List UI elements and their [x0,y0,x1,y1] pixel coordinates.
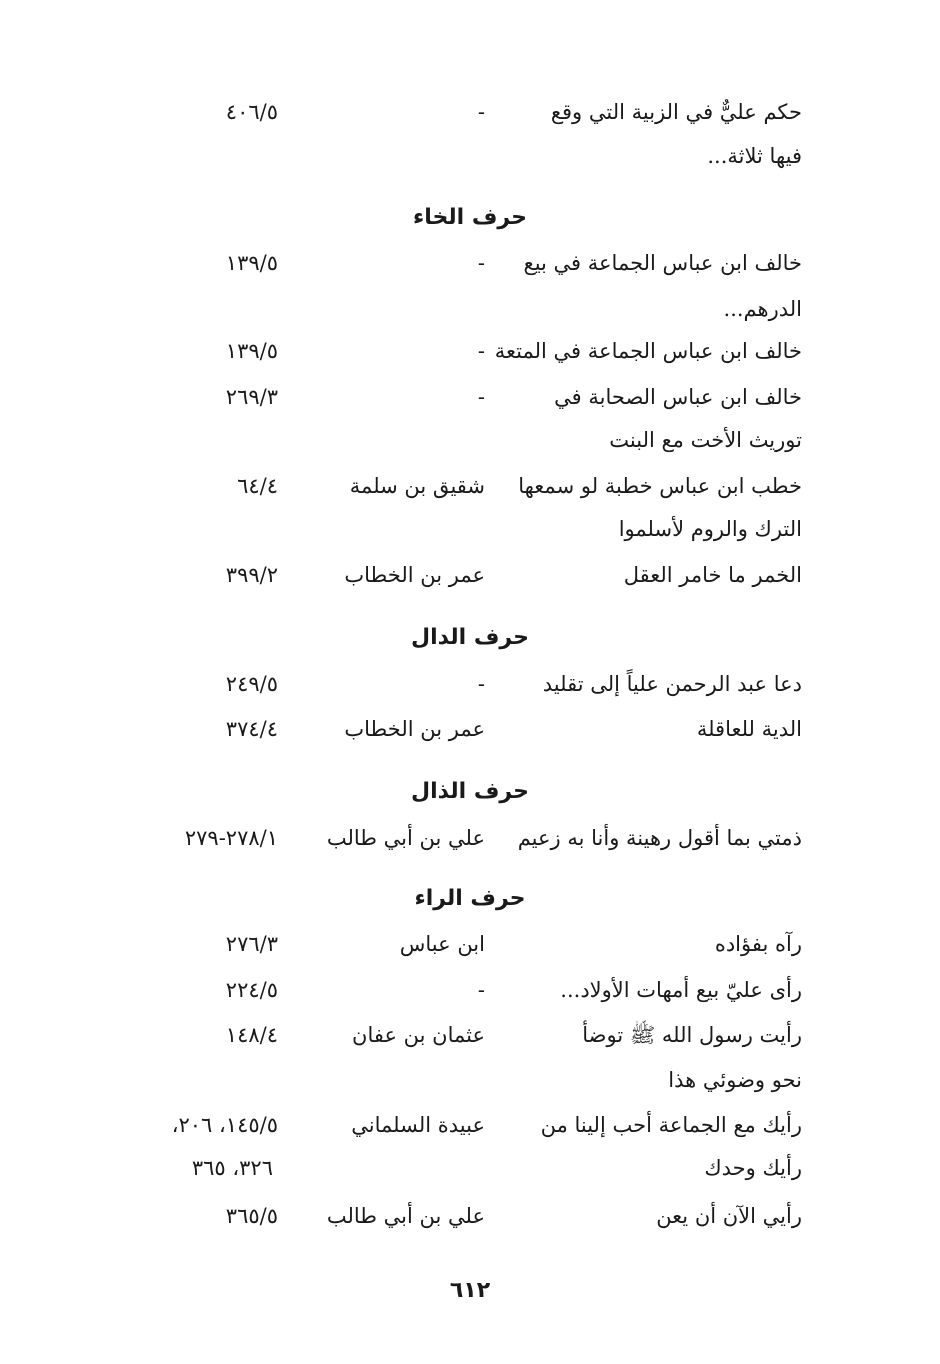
index-entry [0,973,940,1007]
entry-text: خالف ابن عباس الجماعة في بيع [523,251,802,275]
entry-reference: ٢٧٦/٣ [225,932,278,956]
entry-reference: ٦٤/٤ [237,474,278,498]
entry-narrator: - [477,339,485,363]
entry-text: ذمتي بما أقول رهينة وأنا به زعيم [517,826,802,850]
index-entry-continuation [0,139,940,173]
entry-reference: ٢٢٤/٥ [225,978,278,1002]
entry-narrator: علي بن أبي طالب [326,1204,485,1228]
entry-reference: ٣٧٤/٤ [225,717,278,741]
entry-text: فيها ثلاثة... [707,144,802,168]
entry-reference: ٣٦٥/٥ [225,1204,278,1228]
entry-text: رأيي الآن أن يعن [656,1204,802,1228]
entry-narrator: عمر بن الخطاب [344,717,485,741]
index-entry-continuation [0,423,940,457]
entry-text: خالف ابن عباس الجماعة في المتعة [494,339,802,363]
section-heading-kha: حرف الخاء [413,205,527,230]
entry-text: نحو وضوئي هذا [668,1068,802,1092]
index-entry [0,667,940,701]
entry-text: رأيت رسول الله ﷺ توضأ [582,1023,802,1047]
entry-narrator: ابن عباس [399,932,485,956]
entry-text: الخمر ما خامر العقل [623,563,802,587]
index-entry-continuation [0,1063,940,1097]
entry-text: رأيك مع الجماعة أحب إلينا من [540,1113,802,1137]
entry-text: حكم عليٌّ في الزبية التي وقع [550,100,802,124]
entry-text: دعا عبد الرحمن علياً إلى تقليد [542,672,802,696]
entry-reference: ١٤٨/٤ [225,1023,278,1047]
section-heading-ra: حرف الراء [414,886,526,911]
index-entry [0,1108,940,1142]
index-entry [0,95,940,129]
index-entry-continuation [0,292,940,326]
entry-text: رأيك وحدك [704,1156,802,1180]
entry-reference: ٢٦٩/٣ [225,385,278,409]
index-entry [0,712,940,746]
index-entry-continuation [0,512,940,546]
entry-narrator: عثمان بن عفان [352,1023,485,1047]
entry-text: توريث الأخت مع البنت [609,428,802,452]
entry-reference: ١٤٥/٥، ٢٠٦، [171,1113,278,1137]
entry-text: خالف ابن عباس الصحابة في [554,385,802,409]
section-heading-dhal: حرف الذال [411,779,529,804]
entry-narrator: - [477,385,485,409]
index-entry [0,246,940,280]
section-heading-dal: حرف الدال [411,625,529,650]
entry-reference: ٣٢٦، ٣٦٥ [191,1156,273,1180]
index-entry [0,927,940,961]
index-entry [0,558,940,592]
index-entry [0,1018,940,1052]
entry-narrator: - [477,672,485,696]
entry-reference: ١٣٩/٥ [225,339,278,363]
index-entry-continuation [0,1151,940,1185]
entry-text: الدية للعاقلة [696,717,802,741]
entry-narrator: شقيق بن سلمة [349,474,485,498]
entry-reference: ١٣٩/٥ [225,251,278,275]
entry-text: رأى عليّ بيع أمهات الأولاد... [560,978,802,1002]
entry-narrator: - [477,978,485,1002]
index-entry [0,334,940,368]
index-entry [0,469,940,503]
index-entry [0,821,940,855]
index-entry [0,380,940,414]
entry-reference: ٣٩٩/٢ [225,563,278,587]
page-number: ٦١٢ [449,1278,491,1303]
entry-narrator: - [477,100,485,124]
entry-reference: ٢٧٨/١-٢٧٩ [184,826,278,850]
entry-text: خطب ابن عباس خطبة لو سمعها [518,474,802,498]
entry-text: الترك والروم لأسلموا [618,517,802,541]
entry-text: الدرهم... [723,297,802,321]
entry-narrator: علي بن أبي طالب [326,826,485,850]
entry-narrator: عمر بن الخطاب [344,563,485,587]
entry-reference: ٤٠٦/٥ [225,100,278,124]
index-entry [0,1199,940,1233]
entry-text: رآه بفؤاده [714,932,802,956]
entry-reference: ٢٤٩/٥ [225,672,278,696]
entry-narrator: - [477,251,485,275]
entry-narrator: عبيدة السلماني [351,1113,485,1137]
